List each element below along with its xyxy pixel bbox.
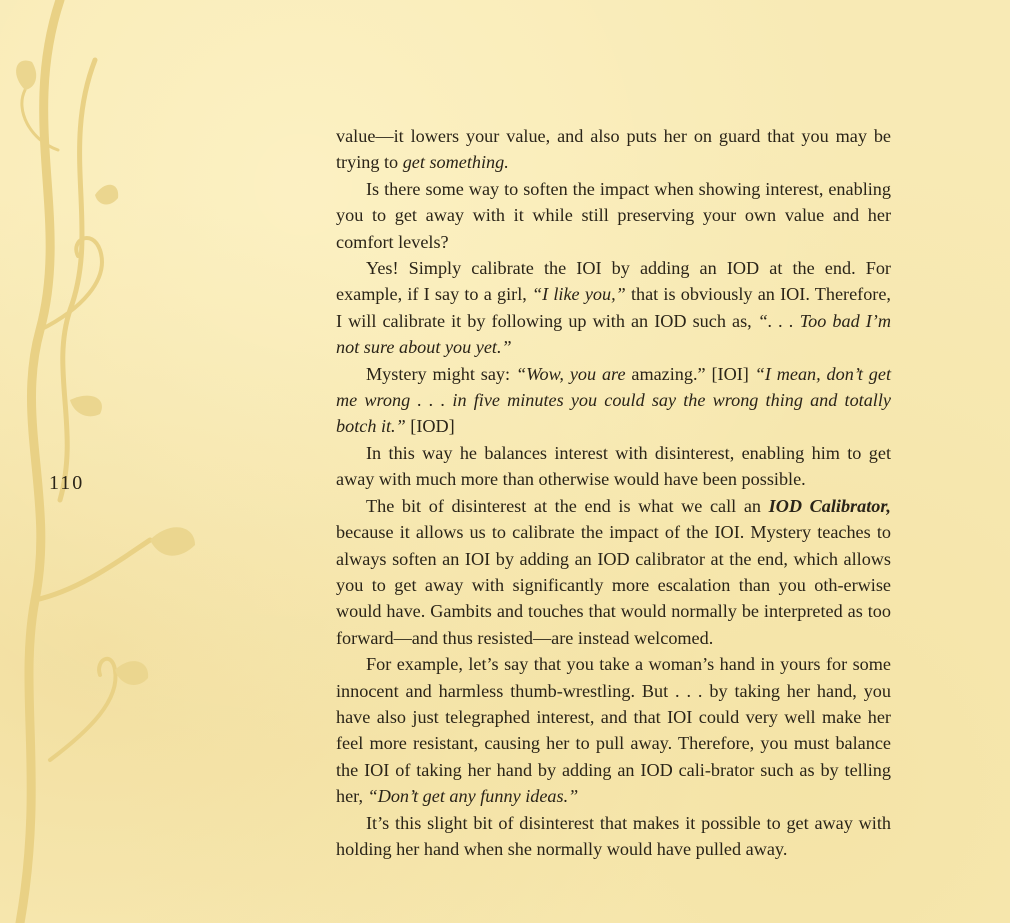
text-run: Is there some way to soften the impact when showing interest, enabling you to get away with it while still preserving your own value and her comfort levels? [336,178,891,252]
vine-tendril [50,659,116,760]
text-run: Yes! Simply calibrate the IOI by adding an IOD at the end. For example, if I say to a girl, [336,258,891,305]
paragraph [336,493,891,651]
text-run: amazing.” [IOI] [625,363,755,384]
text-run: because it allows us to calibrate the impact of the IOI. Mystery teaches to always soften an IOI by adding an IOD calibrator at the end, which allows you to get away with significantly more escalation than you oth-erwise would have. Gambits and touches that would normally be interpreted as too forward—and thus resisted—are instead welcomed. [336,522,891,648]
text-run-italic: “Wow, you are [515,363,626,384]
vine-leaf [70,396,102,417]
text-run: value—it lowers your value, and also puts her on guard that you may be trying to [336,126,891,173]
text-run-italic: “I mean, don’t get me wrong . . . in five minutes you could say the wrong thing and totally botch it.” [336,363,891,437]
paragraph [336,361,891,440]
paragraph [336,255,891,361]
body-text [336,123,891,862]
vine-leaf [16,61,36,90]
text-run-bold-italic: IOD Calibrator, [768,495,891,516]
text-run-italic: “. . . Too bad I’m not sure about you yet.” [336,310,891,358]
paragraph [336,440,891,493]
vine-leaf [150,527,195,555]
vine-tendril [35,540,150,600]
paragraph [336,176,891,255]
text-run: that is obviously an IOI. Therefore, I will calibrate it by following up with an IOD such as, [336,284,891,331]
text-run: The bit of disinterest at the end is what we call an [366,495,769,516]
text-run: Mystery might say: [366,363,516,384]
vine-leaf [115,661,148,685]
vine-stem-secondary [60,60,95,500]
vine-leaf [95,185,118,205]
text-run-italic: “I like you,” [532,284,626,305]
text-run-italic: “Don’t get any funny ideas.” [367,786,579,807]
paragraph [336,651,891,809]
page-number: 110 [49,472,85,494]
text-run-italic: get something. [402,152,509,173]
text-run: [IOD] [405,416,455,437]
text-run: In this way he balances interest with disinterest, enabling him to get away with much more than otherwise would have been possible. [336,442,891,490]
paragraph [336,810,891,863]
text-run: For example, let’s say that you take a woman’s hand in yours for some innocent and harmless thumb-wrestling. But . . . by taking her hand, you have also just telegraphed interest, and that IOI could very well make her feel more resistant, causing her to pull away. Therefore, you must balance the IOI of taking her hand by adding an IOD cali-brator such as by telling her, [336,654,891,807]
paragraph [336,123,891,176]
text-run: It’s this slight bit of disinterest that makes it possible to get away with holding her hand when she normally would have pulled away. [336,812,891,859]
vine-ornament [0,0,220,923]
